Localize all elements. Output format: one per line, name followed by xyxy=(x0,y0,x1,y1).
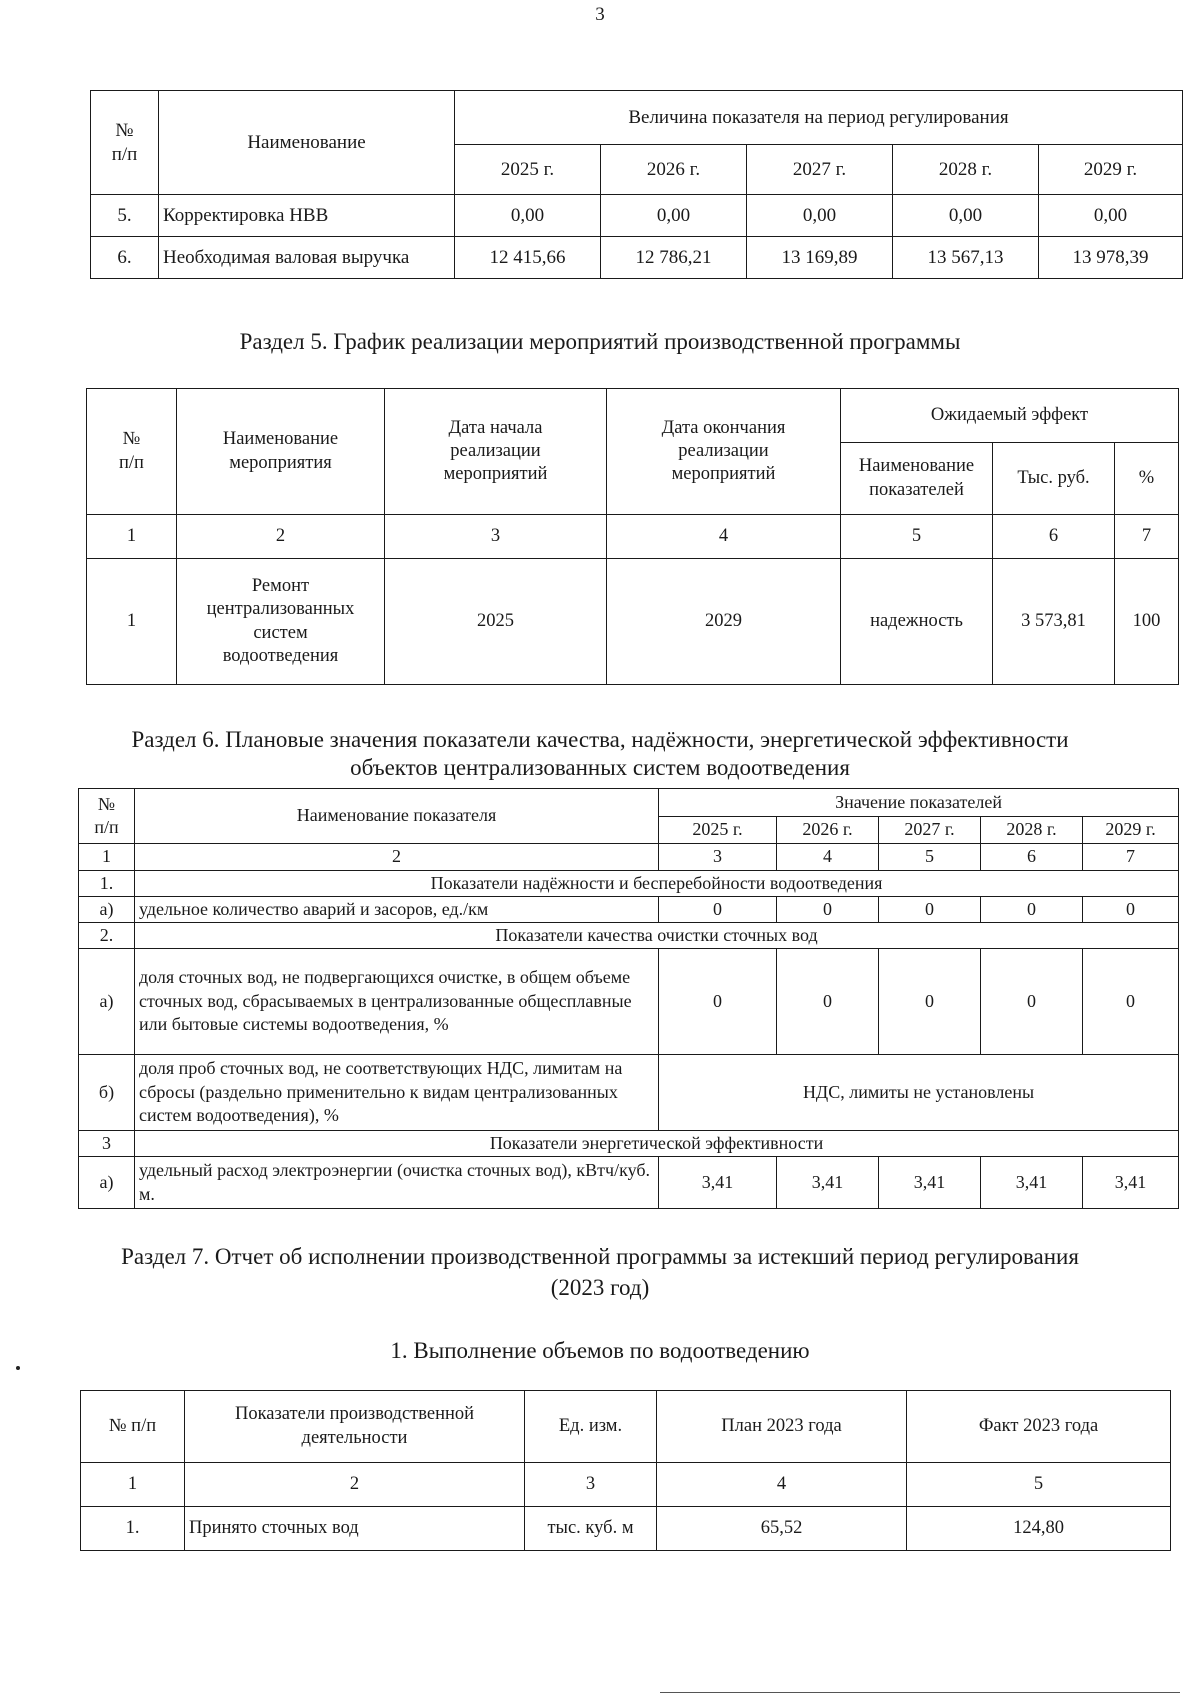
row-indicator: надежность xyxy=(841,559,993,685)
group-num: 2. xyxy=(79,923,135,949)
nvv-table xyxy=(90,90,1183,279)
header-fact: Факт 2023 года xyxy=(907,1391,1171,1463)
header-name: Наименование мероприятия xyxy=(177,389,385,515)
index-cell: 2 xyxy=(177,515,385,559)
row-value: 13 169,89 xyxy=(747,237,893,279)
index-cell: 4 xyxy=(607,515,841,559)
group-row xyxy=(79,923,1179,949)
year-header: 2028 г. xyxy=(893,145,1039,195)
index-cell: 3 xyxy=(659,844,777,871)
row-value: 0,00 xyxy=(1039,195,1183,237)
header-plan: План 2023 года xyxy=(657,1391,907,1463)
year-header: 2029 г. xyxy=(1039,145,1183,195)
year-header: 2027 г. xyxy=(879,817,981,844)
table-row xyxy=(79,897,1179,923)
row-value: 0 xyxy=(659,949,777,1055)
section5-title: Раздел 5. График реализации мероприятий производственной программы xyxy=(239,329,961,354)
header-start-date: Дата начала реализации мероприятий xyxy=(385,389,607,515)
header-num: № п/п xyxy=(87,389,177,515)
table-row xyxy=(91,195,1183,237)
header-values: Значение показателей xyxy=(659,789,1179,817)
index-cell: 4 xyxy=(777,844,879,871)
row-value: 0 xyxy=(777,949,879,1055)
row-num: 6. xyxy=(91,237,159,279)
header-indicators: Наименование показателей xyxy=(841,443,993,515)
index-cell: 2 xyxy=(135,844,659,871)
row-value: 3,41 xyxy=(777,1157,879,1209)
index-cell: 1 xyxy=(87,515,177,559)
row-name: доля сточных вод, не подвергающихся очистке, в общем объеме сточных вод, сбрасываемых в централизованные общесплавные или бытовые системы водоотведения, % xyxy=(135,949,659,1055)
row-value: 0 xyxy=(659,897,777,923)
row-unit: тыс. куб. м xyxy=(525,1507,657,1551)
header-unit: Ед. изм. xyxy=(525,1391,657,1463)
year-header: 2029 г. xyxy=(1083,817,1179,844)
section6-title-line2: объектов централизованных систем водоотведения xyxy=(350,755,850,780)
row-value: 0,00 xyxy=(601,195,747,237)
index-cell: 1 xyxy=(81,1463,185,1507)
table-row xyxy=(79,1157,1179,1209)
group-row xyxy=(79,1131,1179,1157)
table-row xyxy=(79,949,1179,1055)
row-name: доля проб сточных вод, не соответствующих НДС, лимитам на сбросы (раздельно применительно к видам централизованных систем водоотведения), % xyxy=(135,1055,659,1131)
header-num: № п/п xyxy=(91,91,159,195)
row-value: 0 xyxy=(981,897,1083,923)
index-cell: 7 xyxy=(1115,515,1179,559)
row-name: удельный расход электроэнергии (очистка сточных вод), кВтч/куб. м. xyxy=(135,1157,659,1209)
row-rub: 3 573,81 xyxy=(993,559,1115,685)
row-value: 0 xyxy=(1083,949,1179,1055)
scan-dot xyxy=(16,1366,20,1370)
section7-title-line1: Раздел 7. Отчет об исполнении производственной программы за истекший период регулирования xyxy=(121,1244,1079,1269)
row-num: а) xyxy=(79,949,135,1055)
row-value: 13 978,39 xyxy=(1039,237,1183,279)
row-value: 0,00 xyxy=(893,195,1039,237)
index-cell: 5 xyxy=(879,844,981,871)
header-indicator: Показатели производственной деятельности xyxy=(185,1391,525,1463)
year-header: 2026 г. xyxy=(777,817,879,844)
row-name: Корректировка НВВ xyxy=(159,195,455,237)
row-value: 12 415,66 xyxy=(455,237,601,279)
index-cell: 5 xyxy=(907,1463,1171,1507)
row-value: 0 xyxy=(981,949,1083,1055)
row-value: 0 xyxy=(879,949,981,1055)
table-row xyxy=(87,559,1179,685)
scan-line xyxy=(660,1692,1180,1693)
index-cell: 1 xyxy=(79,844,135,871)
schedule-table xyxy=(86,388,1179,685)
index-row xyxy=(79,844,1179,871)
header-num: № п/п xyxy=(81,1391,185,1463)
header-name: Наименование xyxy=(159,91,455,195)
index-row xyxy=(81,1463,1171,1507)
table-row xyxy=(91,237,1183,279)
table-row xyxy=(81,1507,1171,1551)
header-pct: % xyxy=(1115,443,1179,515)
row-name: удельное количество аварий и засоров, ед./км xyxy=(135,897,659,923)
row-name: Необходимая валовая выручка xyxy=(159,237,455,279)
table-row xyxy=(79,1055,1179,1131)
row-num: а) xyxy=(79,1157,135,1209)
header-name: Наименование показателя xyxy=(135,789,659,844)
group-row xyxy=(79,871,1179,897)
row-value: 3,41 xyxy=(981,1157,1083,1209)
row-num: 1 xyxy=(87,559,177,685)
group-title: Показатели качества очистки сточных вод xyxy=(135,923,1179,949)
index-cell: 3 xyxy=(525,1463,657,1507)
section7-title-line2: (2023 год) xyxy=(550,1275,650,1300)
row-value: 3,41 xyxy=(1083,1157,1179,1209)
row-value: 3,41 xyxy=(659,1157,777,1209)
row-pct: 100 xyxy=(1115,559,1179,685)
header-end-date: Дата окончания реализации мероприятий xyxy=(607,389,841,515)
index-row xyxy=(87,515,1179,559)
row-value: 12 786,21 xyxy=(601,237,747,279)
row-value: 0 xyxy=(879,897,981,923)
header-effect: Ожидаемый эффект xyxy=(841,389,1179,443)
index-cell: 4 xyxy=(657,1463,907,1507)
index-cell: 6 xyxy=(993,515,1115,559)
row-value: 0,00 xyxy=(747,195,893,237)
row-merged-value: НДС, лимиты не установлены xyxy=(659,1055,1179,1131)
indicators-table xyxy=(78,788,1179,1209)
year-header: 2026 г. xyxy=(601,145,747,195)
year-header: 2025 г. xyxy=(455,145,601,195)
group-num: 3 xyxy=(79,1131,135,1157)
section7-subtitle: 1. Выполнение объемов по водоотведению xyxy=(390,1338,810,1363)
row-plan: 65,52 xyxy=(657,1507,907,1551)
group-title: Показатели энергетической эффективности xyxy=(135,1131,1179,1157)
row-num: а) xyxy=(79,897,135,923)
row-value: 0 xyxy=(1083,897,1179,923)
row-fact: 124,80 xyxy=(907,1507,1171,1551)
row-num: 1. xyxy=(81,1507,185,1551)
group-num: 1. xyxy=(79,871,135,897)
row-value: 0,00 xyxy=(455,195,601,237)
row-value: 3,41 xyxy=(879,1157,981,1209)
page-number: 3 xyxy=(595,4,605,25)
row-end: 2029 xyxy=(607,559,841,685)
row-value: 0 xyxy=(777,897,879,923)
row-value: 13 567,13 xyxy=(893,237,1039,279)
index-cell: 6 xyxy=(981,844,1083,871)
volumes-table xyxy=(80,1390,1171,1551)
row-num: 5. xyxy=(91,195,159,237)
header-period: Величина показателя на период регулирования xyxy=(455,91,1183,145)
index-cell: 5 xyxy=(841,515,993,559)
year-header: 2028 г. xyxy=(981,817,1083,844)
row-name: Принято сточных вод xyxy=(185,1507,525,1551)
header-rub: Тыс. руб. xyxy=(993,443,1115,515)
year-header: 2025 г. xyxy=(659,817,777,844)
section6-title-line1: Раздел 6. Плановые значения показатели качества, надёжности, энергетической эффективности xyxy=(131,727,1069,752)
group-title: Показатели надёжности и бесперебойности водоотведения xyxy=(135,871,1179,897)
index-cell: 3 xyxy=(385,515,607,559)
index-cell: 2 xyxy=(185,1463,525,1507)
index-cell: 7 xyxy=(1083,844,1179,871)
row-start: 2025 xyxy=(385,559,607,685)
row-name: Ремонт централизованных систем водоотведения xyxy=(177,559,385,685)
year-header: 2027 г. xyxy=(747,145,893,195)
row-num: б) xyxy=(79,1055,135,1131)
header-num: № п/п xyxy=(79,789,135,844)
